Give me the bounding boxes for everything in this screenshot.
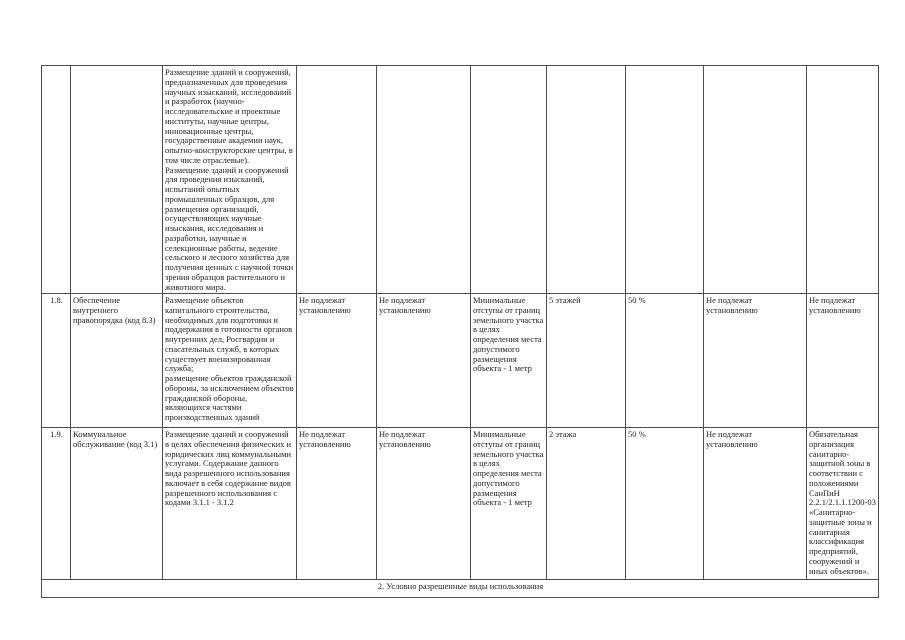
coverage-cell [626, 66, 704, 294]
floors-cell [547, 66, 626, 294]
parameter-cell: Не подлежат установлению [297, 428, 377, 580]
coverage-cell: 50 % [626, 294, 704, 428]
use-name-cell: Обеспечение внутреннего правопорядка (код 8.3) [71, 294, 163, 428]
row-number-cell: 1.9. [42, 428, 71, 580]
table-row [42, 428, 879, 580]
parameter-cell: Не подлежат установлению [704, 294, 807, 428]
use-description-cell: Размещение зданий и сооружений, предназначенных для проведения научных изысканий, исследований и разработок (научно- исследовательские и проектные институты, научные центры, инновационные центры, государственные академии наук, опытно-конструкторские центры, в том числе отраслевые). Размещение зданий и сооружений для проведения изысканий, испытаний опытных промышленных образцов, для размещения организаций, осуществляющих научные изыскания, исследования и разработки, научные и селекционные работы, ведение сельского и лесного хозяйства для получения ценных с научной точки зрения образцов растительного и животного мира. [163, 66, 297, 294]
parameter-cell: Не подлежат установлению [704, 428, 807, 580]
parameter-cell: Не подлежат установлению [297, 294, 377, 428]
floors-cell: 2 этажа [547, 428, 626, 580]
coverage-cell: 50 % [626, 428, 704, 580]
setback-cell: Минимальные отступы от границ земельного участка в целях определения места допустимого размещения объекта - 1 метр [471, 428, 547, 580]
use-name-cell [71, 66, 163, 294]
setback-cell: Минимальные отступы от границ земельного участка в целях определения места допустимого размещения объекта - 1 метр [471, 294, 547, 428]
section-header-cell: 2. Условно разрешенные виды использования [42, 580, 879, 598]
parameter-cell [297, 66, 377, 294]
restrictions-cell: Не подлежат установлению [807, 294, 879, 428]
permitted-uses-table [41, 65, 879, 598]
section-header-row [42, 580, 879, 598]
use-name-cell: Коммунальное обслуживание (код 3.1) [71, 428, 163, 580]
use-description-cell: Размещение зданий и сооружений в целях обеспечения физических и юридических лиц коммунальными услугами. Содержание данного вида разрешенного использования включает в себя содержание видов разрешенного использования с кодами 3.1.1 - 3.1.2 [163, 428, 297, 580]
parameter-cell [704, 66, 807, 294]
restrictions-cell: Обязательная организация санитарно- защитной зоны в соответствии с положениями СанПиН 2.2.1/2.1.1.1200-03 «Санитарно- защитные зоны и санитарная классификация предприятий, сооружений и иных объектов». [807, 428, 879, 580]
table-row [42, 294, 879, 428]
restrictions-cell [807, 66, 879, 294]
parameter-cell [377, 66, 471, 294]
setback-cell [471, 66, 547, 294]
use-description-cell: Размещение объектов капитального строительства, необходимых для подготовки и поддержания в готовности органов внутренних дел, Росгвардии и спасательных служб, в которых существует военизированная служба; размещение объектов гражданской обороны, за исключением объектов гражданской обороны, являющихся частями производственных зданий [163, 294, 297, 428]
parameter-cell: Не подлежат установлению [377, 428, 471, 580]
floors-cell: 5 этажей [547, 294, 626, 428]
row-number-cell: 1.8. [42, 294, 71, 428]
table-row [42, 66, 879, 294]
row-number-cell [42, 66, 71, 294]
parameter-cell: Не подлежат установлению [377, 294, 471, 428]
